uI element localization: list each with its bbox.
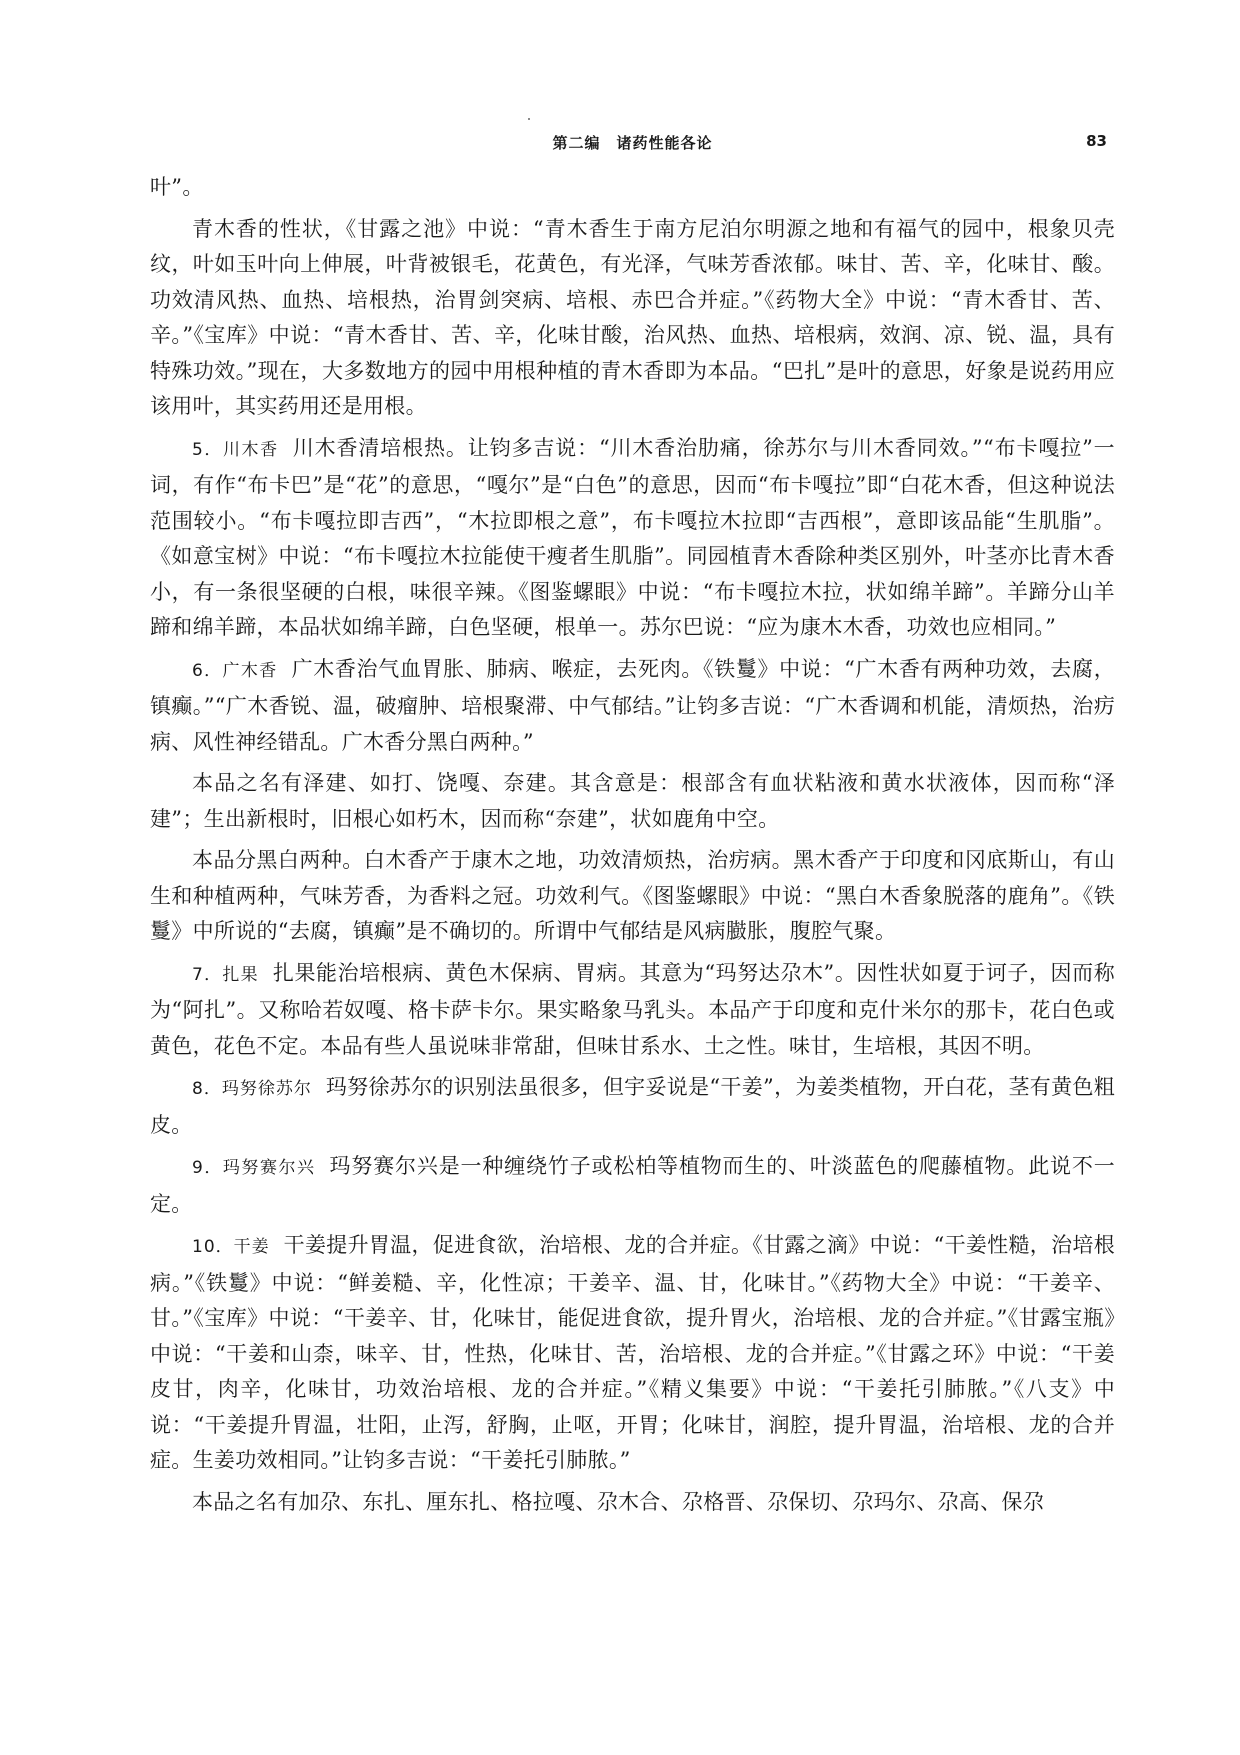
paragraph-entry bbox=[150, 652, 1115, 761]
header-title: 第二编 诸药性能各论 bbox=[552, 134, 713, 152]
paragraph-entry bbox=[150, 1070, 1115, 1143]
paragraph-text: 青木香的性状，《甘露之池》中说：“青木香生于南方尼泊尔明源之地和有福气的园中，根象贝壳纹，叶如玉叶向上伸展，叶背被银毛，花黄色，有光泽，气味芳香浓郁。味甘、苦、辛，化味甘、酸。功效清风热、血热、培根热，治胃剑突病、培根、赤巴合并症。”《药物大全》中说：“青木香甘、苦、辛。”《宝库》中说：“青木香甘、苦、辛，化味甘酸，治风热、血热、培根病，效润、凉、锐、温，具有特殊功效。”现在，大多数地方的园中用根种植的青木香即为本品。“巴扎”是叶的意思，好象是说药用应该用叶，其实药用还是用根。 bbox=[150, 216, 1115, 418]
paragraph-entry bbox=[150, 431, 1115, 646]
body-text bbox=[150, 170, 1115, 1526]
paragraph-text: 扎果能治培根病、黄色木保病、胃病。其意为“玛努达尕木”。因性状如夏于诃子，因而称为“阿扎”。又称哈若奴嘎、格卡萨卡尔。果实略象马乳头。本品产于印度和克什米尔的那卡，花白色或黄色，花色不定。本品有些人虽说味非常甜，但味甘系水、土之性。味甘，生培根，其因不明。 bbox=[150, 960, 1115, 1058]
paragraph-entry bbox=[150, 1149, 1115, 1222]
paragraph-text: 本品分黑白两种。白木香产于康木之地，功效清烦热，治疠病。黑木香产于印度和冈底斯山，有山生和种植两种，气味芳香，为香料之冠。功效利气。《图鉴螺眼》中说：“黑白木香象脱落的鹿角”。《铁鬘》中所说的“去腐，镇癫”是不确切的。所谓中气郁结是风病臌胀，腹腔气聚。 bbox=[150, 848, 1115, 943]
paragraph-text: 本品之名有加尕、东扎、厘东扎、格拉嘎、尕木合、尕格晋、尕保切、尕玛尔、尕高、保尕 bbox=[192, 1489, 1044, 1514]
paragraph-entry bbox=[150, 956, 1115, 1065]
entry-heading: 10．干姜 bbox=[192, 1237, 270, 1257]
paragraph-text: 叶”。 bbox=[150, 175, 204, 199]
paragraph-text: 本品之名有泽建、如打、饶嘎、奈建。其含意是：根部含有血状粘液和黄水状液体，因而称“泽建”；生出新根时，旧根心如朽木，因而称“奈建”，状如鹿角中空。 bbox=[150, 771, 1115, 831]
paragraph bbox=[150, 170, 1115, 206]
entry-heading: 5．川木香 bbox=[192, 439, 279, 460]
page-number: 83 bbox=[1086, 132, 1107, 150]
scan-speck bbox=[528, 118, 530, 120]
entry-heading: 7．扎果 bbox=[192, 964, 259, 985]
paragraph-entry bbox=[150, 1228, 1115, 1479]
entry-heading: 9．玛努赛尔兴 bbox=[192, 1158, 316, 1178]
paragraph-text: 干姜提升胃温，促进食欲，治培根、龙的合并症。《甘露之滴》中说：“干姜性糙，治培根病。”《铁鬘》中说：“鲜姜糙、辛，化性凉；干姜辛、温、甘，化味甘。”《药物大全》中说：“干姜辛、甘。”《宝库》中说：“干姜辛、甘，化味甘，能促进食欲，提升胃火，治培根、龙的合并症。”《甘露宝瓶》中说：“干姜和山柰，味辛、甘，性热，化味甘、苦，治培根、龙的合并症。”《甘露之环》中说：“干姜皮甘，肉辛，化味甘，功效治培根、龙的合并症。”《精义集要》中说：“干姜托引肺脓。”《八支》中说：“干姜提升胃温，壮阳，止泻，舒胸，止呕，开胃；化味甘，润腔，提升胃温，治培根、龙的合并症。生姜功效相同。”让钧多吉说：“干姜托引肺脓。” bbox=[150, 1233, 1116, 1472]
running-header bbox=[150, 132, 1115, 160]
paragraph bbox=[150, 766, 1115, 837]
paragraph-text: 玛努徐苏尔的识别法虽很多，但宇妥说是“干姜”，为姜类植物，开白花，茎有黄色粗皮。 bbox=[150, 1075, 1115, 1137]
entry-heading: 6．广木香 bbox=[192, 660, 278, 681]
paragraph bbox=[150, 1485, 1115, 1521]
paragraph-text: 玛努赛尔兴是一种缠绕竹子或松柏等植物而生的、叶淡蓝色的爬藤植物。此说不一定。 bbox=[150, 1154, 1115, 1216]
paragraph-text: 广木香治气血胃胀、肺病、喉症，去死肉。《铁鬘》中说：“广木香有两种功效，去腐，镇癫。”“广木香锐、温，破瘤肿、培根聚滞、中气郁结。”让钧多吉说：“广木香调和机能，清烦热，治疠病、风性神经错乱。广木香分黑白两种。” bbox=[150, 656, 1115, 754]
entry-heading: 8．玛努徐苏尔 bbox=[192, 1079, 312, 1099]
paragraph-text: 川木香清培根热。让钧多吉说：“川木香治肋痛，徐苏尔与川木香同效。”“布卡嘎拉”一词，有作“布卡巴”是“花”的意思，“嘎尔”是“白色”的意思，因而“布卡嘎拉”即“白花木香，但这种说法范围较小。“布卡嘎拉即吉西”，“木拉即根之意”，布卡嘎拉木拉即“吉西根”，意即该品能“生肌脂”。《如意宝树》中说：“布卡嘎拉木拉能使干瘦者生肌脂”。同园植青木香除种类区别外，叶茎亦比青木香小，有一条很坚硬的白根，味很辛辣。《图鉴螺眼》中说：“布卡嘎拉木拉，状如绵羊蹄”。羊蹄分山羊蹄和绵羊蹄，本品状如绵羊蹄，白色坚硬，根单一。苏尔巴说：“应为康木木香，功效也应相同。” bbox=[150, 435, 1115, 639]
paragraph bbox=[150, 843, 1115, 950]
paragraph bbox=[150, 212, 1115, 425]
